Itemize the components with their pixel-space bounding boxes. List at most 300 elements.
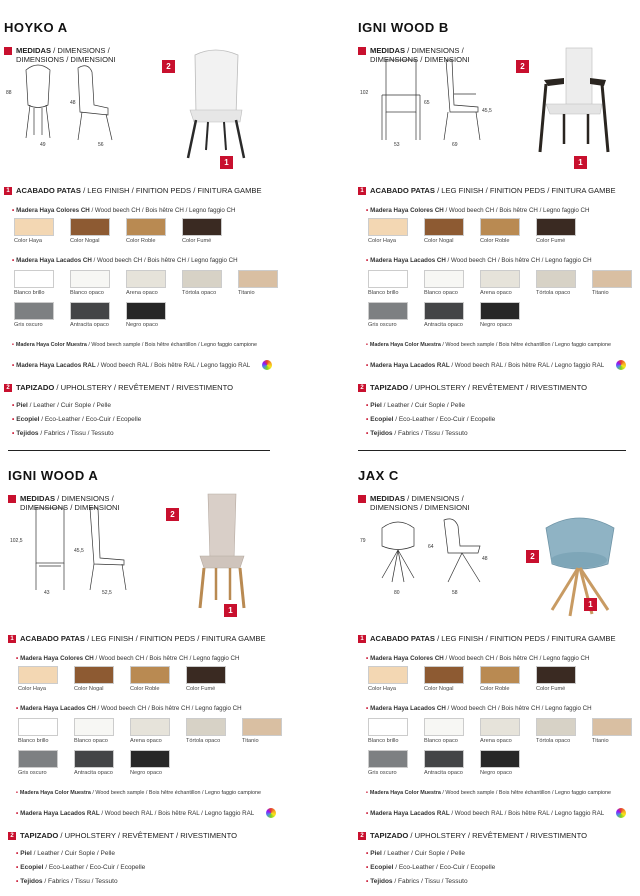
swatch-label: Color Haya (18, 686, 46, 692)
color-swatch[interactable] (130, 666, 170, 692)
color-swatch[interactable] (480, 666, 520, 692)
color-swatch[interactable] (480, 218, 520, 244)
swatch-label: Negro opaco (130, 770, 163, 776)
dimension-value: 88 (6, 90, 12, 96)
swatch-label: Color Roble (480, 238, 510, 244)
swatch-label: Color Nogal (70, 238, 100, 244)
color-swatch[interactable] (424, 270, 464, 296)
lacados-heading (16, 705, 242, 712)
medidas-bold: MEDIDAS (370, 46, 406, 55)
swatch-chip (424, 270, 464, 288)
color-swatch[interactable] (424, 750, 464, 776)
section-number: 1 (4, 187, 12, 195)
muestra-heading-bold: Madera Haya Color Muestra (369, 790, 441, 796)
piel-line-rest: / Leather / Cuir Sople / Pelle (381, 850, 465, 857)
swatch-label: Blanco brillo (14, 290, 45, 296)
color-swatch[interactable] (242, 718, 282, 744)
swatch-chip (126, 218, 166, 236)
color-swatch[interactable] (368, 750, 408, 776)
color-swatch[interactable] (70, 270, 110, 296)
color-swatch[interactable] (14, 270, 54, 296)
acabado-header (8, 634, 266, 643)
acabado-rest: / LEG FINISH / FINITION PEDS / FINITURA GAMBE (434, 634, 616, 643)
swatch-chip (182, 218, 222, 236)
swatch-chip (536, 666, 576, 684)
ral-heading-rest: / Wood beech RAL / Bois hêtre RAL / Legno faggio RAL (449, 362, 605, 369)
swatch-chip (368, 302, 408, 320)
tejidos-line (366, 430, 468, 437)
swatch-chip (480, 666, 520, 684)
swatch-label: Gris oscuro (14, 322, 43, 328)
ral-color-icon (262, 360, 272, 370)
colores-heading-rest: / Wood beech CH / Bois hêtre CH / Legno faggio CH (443, 207, 590, 214)
medidas-bold: MEDIDAS (16, 46, 52, 55)
product-title: IGNI WOOD A (8, 468, 99, 483)
bullet-dot: • (366, 402, 369, 409)
swatch-row (18, 718, 298, 744)
dimension-value: 49 (40, 142, 46, 148)
swatch-label: Arena opaco (480, 738, 512, 744)
swatch-label: Gris oscuro (368, 322, 397, 328)
color-swatch[interactable] (186, 718, 226, 744)
piel-line-rest: / Leather / Cuir Sople / Pelle (27, 402, 111, 409)
medidas-line2: DIMENSIONS / DIMENSIONI (370, 503, 470, 512)
tapizado-bold: TAPIZADO (20, 831, 59, 840)
tapizado-rest: / UPHOLSTERY / REVÊTEMENT / RIVESTIMENTO (408, 383, 588, 392)
tapizado-header (8, 831, 237, 840)
swatch-label: Tórtola opaco (186, 738, 221, 744)
tejidos-line-bold: Tejidos (20, 878, 43, 885)
product-jax-c (358, 468, 640, 896)
dimension-value: 65 (424, 100, 430, 106)
color-swatch[interactable] (70, 302, 110, 328)
product-hoyko (4, 20, 310, 460)
bullet-dot: • (16, 655, 19, 662)
color-swatch[interactable] (186, 666, 226, 692)
bullet-dot: • (366, 878, 369, 885)
dimensions-box (360, 498, 492, 596)
section-number: 2 (4, 384, 12, 392)
bullet-dot: • (16, 810, 19, 817)
muestra-heading (16, 790, 261, 796)
dimensions-box (6, 50, 138, 148)
tejidos-line-rest: / Fabrics / Tissu / Tessuto (38, 430, 114, 437)
swatch-chip (424, 750, 464, 768)
legs-badge: 1 (220, 156, 233, 169)
section-number: 1 (358, 635, 366, 643)
colores-heading (366, 207, 589, 214)
swatch-label: Negro opaco (480, 322, 513, 328)
ecopiel-line-rest: / Eco-Leather / Eco-Cuir / Ecopelle (393, 864, 496, 871)
ecopiel-line (12, 416, 141, 423)
swatch-label: Color Haya (14, 238, 42, 244)
ral-heading-bold: Madera Haya Lacados RAL (370, 362, 450, 369)
swatch-chip (424, 218, 464, 236)
tapizado-bold: TAPIZADO (370, 383, 409, 392)
chair-photo (170, 40, 260, 165)
lacados-heading-rest: / Wood beech CH / Bois hêtre CH / Legno faggio CH (445, 705, 592, 712)
acabado-bold: ACABADO PATAS (370, 634, 435, 643)
tapizado-header (358, 383, 587, 392)
color-swatch[interactable] (14, 302, 54, 328)
ecopiel-line-rest: / Eco-Leather / Eco-Cuir / Ecopelle (39, 416, 142, 423)
dimension-value: 43 (44, 590, 50, 596)
ral-heading (366, 362, 604, 369)
swatch-chip (368, 270, 408, 288)
muestra-heading-bold: Madera Haya Color Muestra (369, 342, 441, 348)
swatch-label: Blanco opaco (74, 738, 108, 744)
swatch-label: Antracita opaco (70, 322, 109, 328)
medidas-line2: DIMENSIONS / DIMENSIONI (20, 503, 120, 512)
acabado-rest: / LEG FINISH / FINITION PEDS / FINITURA GAMBE (80, 186, 262, 195)
lacados-heading (366, 257, 592, 264)
swatch-row (14, 302, 182, 328)
tapizado-text (16, 383, 233, 392)
color-swatch[interactable] (592, 718, 632, 744)
bullet-dot: • (16, 850, 19, 857)
ral-heading-rest: / Wood beech RAL / Bois hêtre RAL / Legno faggio RAL (99, 810, 255, 817)
swatch-chip (424, 666, 464, 684)
color-swatch[interactable] (126, 302, 166, 328)
ral-heading-bold: Madera Haya Lacados RAL (20, 810, 100, 817)
section-number: 2 (358, 832, 366, 840)
swatch-label: Color Nogal (424, 686, 454, 692)
product-igni-wood-a (8, 468, 314, 896)
color-swatch[interactable] (480, 718, 520, 744)
swatch-row (368, 750, 536, 776)
swatch-row (368, 718, 640, 744)
ral-color-icon (616, 808, 626, 818)
color-swatch[interactable] (536, 270, 576, 296)
swatch-chip (130, 718, 170, 736)
color-swatch[interactable] (182, 270, 222, 296)
swatch-chip (368, 750, 408, 768)
dimension-value: 64 (428, 544, 434, 550)
dimension-value: 102 (360, 90, 369, 96)
swatch-label: Titanio (238, 290, 255, 296)
acabado-text (16, 186, 262, 195)
swatch-chip (242, 718, 282, 736)
swatch-chip (592, 270, 632, 288)
color-swatch[interactable] (480, 302, 520, 328)
color-swatch[interactable] (74, 750, 114, 776)
swatch-label: Color Fumé (182, 238, 212, 244)
ral-heading-rest: / Wood beech RAL / Bois hêtre RAL / Legno faggio RAL (95, 362, 251, 369)
swatch-chip (70, 218, 110, 236)
ral-color-icon (266, 808, 276, 818)
bullet-dot: • (366, 342, 368, 348)
legs-badge: 1 (224, 604, 237, 617)
ecopiel-line-bold: Ecopiel (16, 416, 40, 423)
muestra-heading (366, 790, 611, 796)
chair-photo (524, 40, 614, 165)
swatch-label: Color Nogal (424, 238, 454, 244)
bullet-dot: • (366, 850, 369, 857)
swatch-label: Color Roble (130, 686, 160, 692)
tejidos-line-bold: Tejidos (370, 878, 393, 885)
chair-photo-box (170, 488, 264, 618)
swatch-label: Negro opaco (126, 322, 159, 328)
lacados-heading-bold: Madera Haya Lacados CH (20, 705, 96, 712)
swatch-row (368, 218, 592, 244)
chair-photo-box (520, 40, 614, 170)
color-swatch[interactable] (126, 270, 166, 296)
color-swatch[interactable] (368, 718, 408, 744)
colores-heading (366, 655, 589, 662)
bullet-dot: • (16, 864, 19, 871)
medidas-bold: MEDIDAS (370, 494, 406, 503)
medidas-rest: / DIMENSIONS / (51, 46, 110, 55)
bullet-dot: • (12, 362, 15, 369)
ral-heading (366, 810, 604, 817)
muestra-heading (12, 342, 257, 348)
tapizado-text (370, 383, 587, 392)
medidas-rest: / DIMENSIONS / (405, 46, 464, 55)
bullet-dot: • (16, 705, 19, 712)
swatch-chip (424, 302, 464, 320)
swatch-chip (480, 302, 520, 320)
tapizado-bold: TAPIZADO (370, 831, 409, 840)
color-swatch[interactable] (70, 218, 110, 244)
ecopiel-line-rest: / Eco-Leather / Eco-Cuir / Ecopelle (43, 864, 146, 871)
color-swatch[interactable] (368, 302, 408, 328)
section-number: 1 (8, 635, 16, 643)
swatch-chip (480, 218, 520, 236)
color-swatch[interactable] (126, 218, 166, 244)
swatch-chip (480, 270, 520, 288)
ecopiel-line-rest: / Eco-Leather / Eco-Cuir / Ecopelle (393, 416, 496, 423)
ral-heading-bold: Madera Haya Lacados RAL (370, 810, 450, 817)
product-title: HOYKO A (4, 20, 68, 35)
section-number: 1 (358, 187, 366, 195)
swatch-label: Gris oscuro (368, 770, 397, 776)
chair-photo (174, 488, 264, 613)
color-swatch[interactable] (368, 218, 408, 244)
tejidos-line (12, 430, 114, 437)
tapizado-text (370, 831, 587, 840)
tejidos-line-bold: Tejidos (16, 430, 39, 437)
swatch-label: Tórtola opaco (182, 290, 217, 296)
dimension-drawing (362, 50, 492, 145)
swatch-row (18, 666, 242, 692)
colores-heading-bold: Madera Haya Colores CH (16, 207, 90, 214)
swatch-chip (14, 270, 54, 288)
tejidos-line (16, 878, 118, 885)
swatch-chip (14, 302, 54, 320)
swatch-label: Arena opaco (126, 290, 158, 296)
colores-heading-rest: / Wood beech CH / Bois hêtre CH / Legno faggio CH (89, 207, 236, 214)
swatch-label: Color Roble (480, 686, 510, 692)
color-swatch[interactable] (74, 718, 114, 744)
piel-line (12, 402, 111, 409)
muestra-heading-rest: / Wood beech sample / Bois hêtre échantillon / Legno faggio campione (86, 342, 258, 348)
tapizado-bold: TAPIZADO (16, 383, 55, 392)
piel-line-rest: / Leather / Cuir Sople / Pelle (381, 402, 465, 409)
color-swatch[interactable] (18, 750, 58, 776)
dimension-value: 56 (98, 142, 104, 148)
swatch-chip (18, 718, 58, 736)
bullet-dot: • (12, 207, 15, 214)
lacados-heading-rest: / Wood beech CH / Bois hêtre CH / Legno faggio CH (95, 705, 242, 712)
color-swatch[interactable] (14, 218, 54, 244)
lacados-heading-bold: Madera Haya Lacados CH (370, 257, 446, 264)
dimension-value: 45,5 (74, 548, 84, 554)
swatch-label: Color Fumé (186, 686, 216, 692)
bullet-dot: • (16, 790, 18, 796)
dimension-value: 80 (394, 590, 400, 596)
swatch-label: Blanco opaco (424, 290, 458, 296)
ral-heading (12, 362, 250, 369)
color-swatch[interactable] (424, 666, 464, 692)
swatch-row (368, 666, 592, 692)
acabado-bold: ACABADO PATAS (16, 186, 81, 195)
swatch-label: Arena opaco (130, 738, 162, 744)
color-swatch[interactable] (480, 270, 520, 296)
swatch-chip (480, 750, 520, 768)
dimension-value: 53 (394, 142, 400, 148)
acabado-rest: / LEG FINISH / FINITION PEDS / FINITURA GAMBE (84, 634, 266, 643)
color-swatch[interactable] (368, 666, 408, 692)
bullet-dot: • (12, 402, 15, 409)
medidas-line2: DIMENSIONS / DIMENSIONI (16, 55, 116, 64)
piel-line (16, 850, 115, 857)
swatch-chip (480, 718, 520, 736)
dimension-value: 48 (482, 556, 488, 562)
acabado-bold: ACABADO PATAS (20, 634, 85, 643)
swatch-row (18, 750, 186, 776)
piel-line-rest: / Leather / Cuir Sople / Pelle (31, 850, 115, 857)
swatch-label: Titanio (592, 738, 609, 744)
lacados-heading-rest: / Wood beech CH / Bois hêtre CH / Legno faggio CH (445, 257, 592, 264)
tapizado-rest: / UPHOLSTERY / REVÊTEMENT / RIVESTIMENTO (58, 831, 238, 840)
swatch-row (14, 218, 238, 244)
ecopiel-line (16, 864, 145, 871)
bullet-dot: • (12, 342, 14, 348)
muestra-heading-rest: / Wood beech sample / Bois hêtre échantillon / Legno faggio campione (440, 790, 612, 796)
medidas-rest: / DIMENSIONS / (55, 494, 114, 503)
upholstery-badge: 2 (166, 508, 179, 521)
swatch-chip (18, 750, 58, 768)
bullet-dot: • (366, 810, 369, 817)
divider-right (358, 450, 626, 451)
swatch-label: Color Haya (368, 686, 396, 692)
swatch-chip (14, 218, 54, 236)
swatch-label: Blanco brillo (368, 290, 399, 296)
swatch-label: Antracita opaco (424, 322, 463, 328)
swatch-label: Gris oscuro (18, 770, 47, 776)
swatch-row (368, 302, 536, 328)
color-swatch[interactable] (536, 718, 576, 744)
muestra-heading-bold: Madera Haya Color Muestra (19, 790, 91, 796)
ecopiel-line-bold: Ecopiel (20, 864, 44, 871)
acabado-text (370, 186, 616, 195)
tejidos-line-bold: Tejidos (370, 430, 393, 437)
tejidos-line-rest: / Fabrics / Tissu / Tessuto (42, 878, 118, 885)
color-swatch[interactable] (130, 750, 170, 776)
piel-line-bold: Piel (370, 850, 382, 857)
legs-badge: 1 (574, 156, 587, 169)
ecopiel-line (366, 416, 495, 423)
color-swatch[interactable] (18, 718, 58, 744)
swatch-chip (70, 302, 110, 320)
swatch-chip (74, 750, 114, 768)
swatch-label: Blanco opaco (70, 290, 104, 296)
dimensions-box (360, 50, 492, 148)
upholstery-badge: 2 (162, 60, 175, 73)
bullet-dot: • (12, 257, 15, 264)
colores-heading-bold: Madera Haya Colores CH (370, 207, 444, 214)
swatch-chip (74, 718, 114, 736)
muestra-heading-rest: / Wood beech sample / Bois hêtre échantillon / Legno faggio campione (90, 790, 262, 796)
swatch-chip (186, 666, 226, 684)
swatch-chip (126, 302, 166, 320)
dimensions-box (10, 498, 142, 596)
color-swatch[interactable] (238, 270, 278, 296)
colores-heading (12, 207, 235, 214)
acabado-header (358, 186, 616, 195)
color-swatch[interactable] (18, 666, 58, 692)
color-swatch[interactable] (592, 270, 632, 296)
swatch-chip (536, 270, 576, 288)
swatch-chip (536, 218, 576, 236)
bullet-dot: • (12, 416, 15, 423)
bullet-dot: • (366, 207, 369, 214)
color-swatch[interactable] (424, 218, 464, 244)
color-swatch[interactable] (480, 750, 520, 776)
section-number: 2 (358, 384, 366, 392)
color-swatch[interactable] (424, 718, 464, 744)
bullet-dot: • (366, 864, 369, 871)
swatch-label: Color Nogal (74, 686, 104, 692)
color-swatch[interactable] (424, 302, 464, 328)
upholstery-badge: 2 (516, 60, 529, 73)
swatch-chip (126, 270, 166, 288)
lacados-heading-bold: Madera Haya Lacados CH (370, 705, 446, 712)
color-swatch[interactable] (182, 218, 222, 244)
swatch-label: Color Fumé (536, 238, 566, 244)
swatch-label: Blanco brillo (18, 738, 49, 744)
color-swatch[interactable] (74, 666, 114, 692)
color-swatch[interactable] (536, 666, 576, 692)
swatch-chip (368, 718, 408, 736)
legs-badge: 1 (584, 598, 597, 611)
bullet-dot: • (366, 362, 369, 369)
acabado-bold: ACABADO PATAS (370, 186, 435, 195)
swatch-chip (424, 718, 464, 736)
swatch-label: Titanio (592, 290, 609, 296)
colores-heading-rest: / Wood beech CH / Bois hêtre CH / Legno faggio CH (93, 655, 240, 662)
colores-heading-bold: Madera Haya Colores CH (370, 655, 444, 662)
color-swatch[interactable] (536, 218, 576, 244)
ral-heading (16, 810, 254, 817)
muestra-heading-rest: / Wood beech sample / Bois hêtre échantillon / Legno faggio campione (440, 342, 612, 348)
section-number: 2 (8, 832, 16, 840)
swatch-row (368, 270, 640, 296)
lacados-heading (12, 257, 238, 264)
tapizado-header (4, 383, 233, 392)
lacados-heading-bold: Madera Haya Lacados CH (16, 257, 92, 264)
dimension-value: 102,5 (10, 538, 23, 544)
swatch-chip (18, 666, 58, 684)
color-swatch[interactable] (130, 718, 170, 744)
tapizado-text (20, 831, 237, 840)
ecopiel-line-bold: Ecopiel (370, 864, 394, 871)
dimension-value: 45,5 (482, 108, 492, 114)
acabado-header (358, 634, 616, 643)
ral-color-icon (616, 360, 626, 370)
swatch-label: Color Roble (126, 238, 156, 244)
color-swatch[interactable] (368, 270, 408, 296)
